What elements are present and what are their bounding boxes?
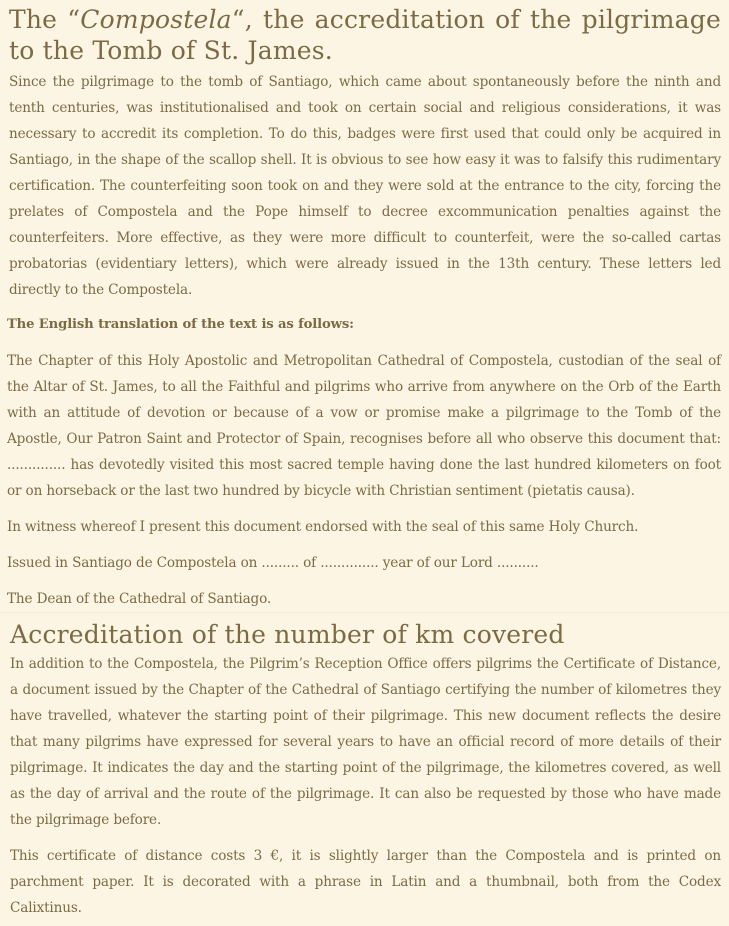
intro-paragraph: Since the pilgrimage to the tomb of Santiago, which came about spontaneously before the ninth and tenth centuries, was institutionalised and took on certain social and religious considerations, it was necessary to accredit its completion. To do this, badges were first used that could only be acquired in Santiago, in the shape of the scallop shell. It is obvious to see how easy it was to falsify this rudimentary certification. The counterfeiting soon took on and they were sold at the entrance to the city, forcing the prelates of Compostela and the Pope himself to decree excommunication penalties against the counterfeiters. More effective, as they were more difficult to counterfeit, were the so-called cartas probatorias (evidentiary letters), which were already issued in the 13th century. These letters led directly to the Compostela. bbox=[9, 74, 721, 298]
compostela-heading bbox=[9, 4, 721, 66]
translation-paragraph-chapter: The Chapter of this Holy Apostolic and Metropolitan Cathedral of Compostela, custodian of the seal of the Altar of St. James, to all the Faithful and pilgrims who arrive from anywhere on the Orb of the Earth with an attitude of devotion or because of a vow or promise make a pilgrimage to the Tomb of the Apostle, Our Patron Saint and Protector of Spain, recognises before all who observe this document that: .............. has devotedly visited this most sacred temple having done the last hundred kilometers on foot or on horseback or the last two hundred by bicycle with Christian sentiment (pietatis causa). bbox=[7, 353, 721, 499]
heading-suffix: “, the accreditation of the pilgrimage bbox=[231, 5, 721, 34]
heading-line-1 bbox=[9, 4, 721, 35]
distance-certificate-paragraph-2: This certificate of distance costs 3 €, it is slightly larger than the Compostela and is printed on parchment paper. It is decorated with a phrase in Latin and a thumbnail, both from the Codex Calixtinus. bbox=[10, 848, 721, 916]
heading-line-2: to the Tomb of St. James. bbox=[9, 36, 333, 65]
heading-prefix: The “ bbox=[9, 5, 81, 34]
translation-paragraph-witness: In witness whereof I present this document endorsed with the seal of this same Holy Church. bbox=[7, 519, 639, 535]
distance-certificate-paragraph-1: In addition to the Compostela, the Pilgrim’s Reception Office offers pilgrims the Certificate of Distance, a document issued by the Chapter of the Cathedral of Santiago certifying the number of kilometres they have travelled, whatever the starting point of their pilgrimage. This new document reflects the desire that many pilgrims have expressed for several years to have an official record of more details of their pilgrimage. It indicates the day and the starting point of the pilgrimage, the kilometres covered, as well as the day of arrival and the route of the pilgrimage. It can also be requested by those who have made the pilgrimage before. bbox=[10, 656, 721, 828]
distance-certificate-heading: Accreditation of the number of km covered bbox=[10, 620, 565, 649]
translation-paragraph-dean: The Dean of the Cathedral of Santiago. bbox=[7, 591, 272, 607]
translation-heading: The English translation of the text is as follows: bbox=[7, 317, 354, 332]
heading-italic-compostela: Compostela bbox=[80, 5, 232, 34]
translation-block bbox=[7, 312, 721, 612]
distance-certificate-section bbox=[0, 613, 729, 921]
translation-paragraph-issued: Issued in Santiago de Compostela on ......... of .............. year of our Lord .......... bbox=[7, 555, 539, 571]
